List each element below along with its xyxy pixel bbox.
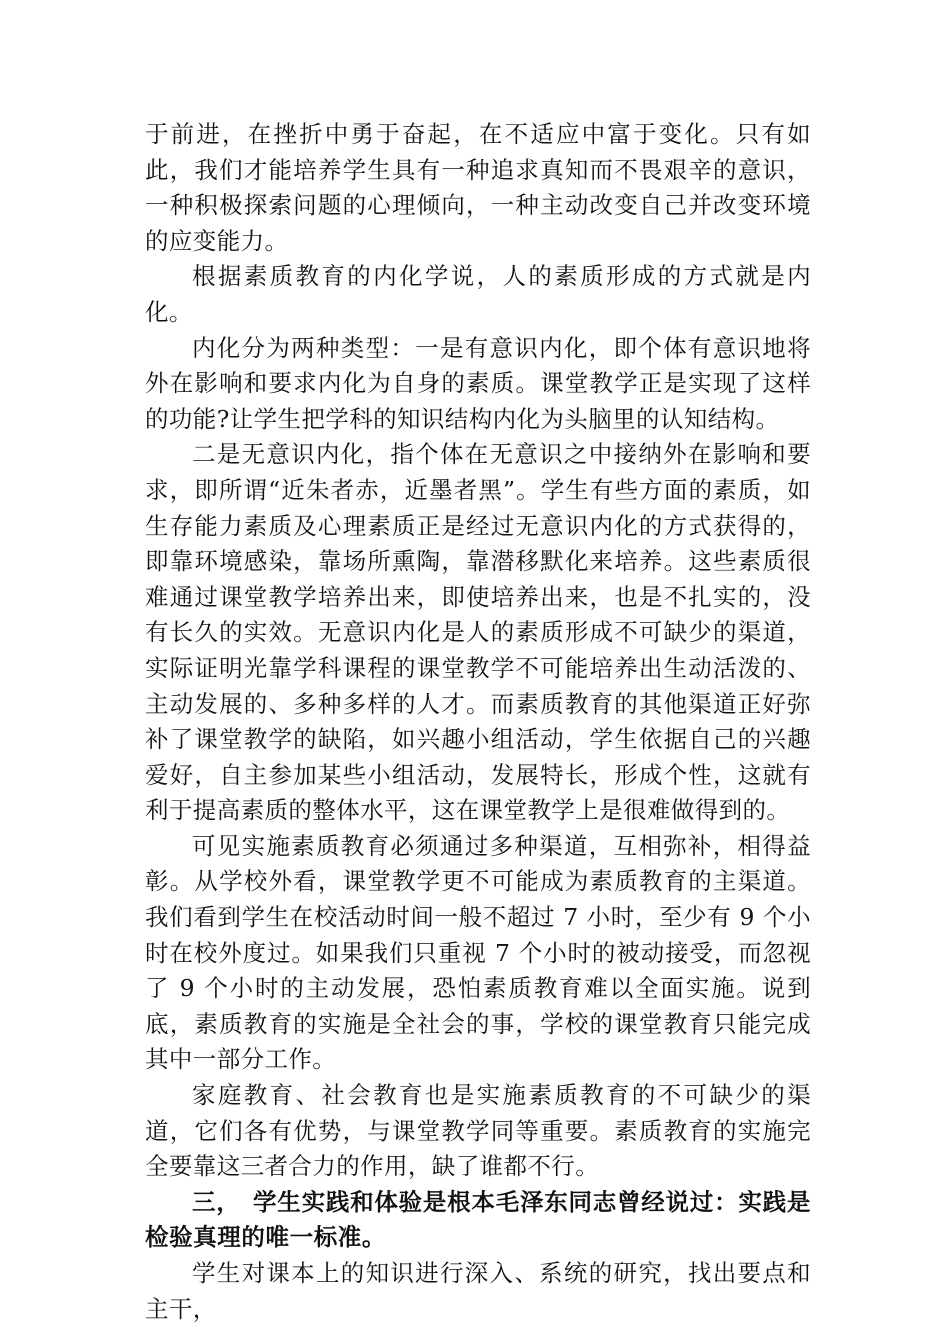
section-heading-three: 三， 学生实践和体验是根本毛泽东同志曾经说过：实践是检验真理的唯一标准。 — [145, 1187, 811, 1252]
paragraph-student-research: 学生对课本上的知识进行深入、系统的研究，找出要点和主干， — [145, 1259, 811, 1323]
paragraph-internalization-theory: 根据素质教育的内化学说，人的素质形成的方式就是内化。 — [145, 262, 811, 326]
paragraph-multiple-channels: 可见实施素质教育必须通过多种渠道，互相弥补，相得益彰。从学校外看，课堂教学更不可能成为素质教育的主渠道。我们看到学生在校活动时间一般不超过 7 小时，至少有 9 个小时在校外度过。如果我们只重视 7 个小时的被动接受，而忽视了 9 个小时的主动发展，恐怕素质教育难以全面实施。说到底，素质教育的实施是全社会的事，学校的课堂教育只能完成其中一部分工作。 — [145, 831, 811, 1074]
document-body — [145, 117, 811, 1327]
paragraph-continuation: 于前进，在挫折中勇于奋起，在不适应中富于变化。只有如此，我们才能培养学生具有一种追求真知而不畏艰辛的意识，一种积极探索问题的心理倾向，一种主动改变自己并改变环境的应变能力。 — [145, 120, 811, 255]
paragraph-unconscious-internalization: 二是无意识内化，指个体在无意识之中接纳外在影响和要求，即所谓“近朱者赤，近墨者黑”。学生有些方面的素质，如生存能力素质及心理素质正是经过无意识内化的方式获得的，即靠环境感染，靠场所熏陶，靠潜移默化来培养。这些素质很难通过课堂教学培养出来，即使培养出来，也是不扎实的，没有长久的实效。无意识内化是人的素质形成不可缺少的渠道，实际证明光靠学科课程的课堂教学不可能培养出生动活泼的、主动发展的、多种多样的人才。而素质教育的其他渠道正好弥补了课堂教学的缺陷，如兴趣小组活动，学生依据自己的兴趣爱好，自主参加某些小组活动，发展特长，形成个性，这就有利于提高素质的整体水平，这在课堂教学上是很难做得到的。 — [145, 440, 811, 825]
paragraph-family-social-education: 家庭教育、社会教育也是实施素质教育的不可缺少的渠道，它们各有优势，与课堂教学同等重要。素质教育的实施完全要靠这三者合力的作用，缺了谁都不行。 — [145, 1081, 811, 1181]
paragraph-conscious-internalization: 内化分为两种类型：一是有意识内化，即个体有意识地将外在影响和要求内化为自身的素质。课堂教学正是实现了这样的功能?让学生把学科的知识结构内化为头脑里的认知结构。 — [145, 333, 811, 433]
